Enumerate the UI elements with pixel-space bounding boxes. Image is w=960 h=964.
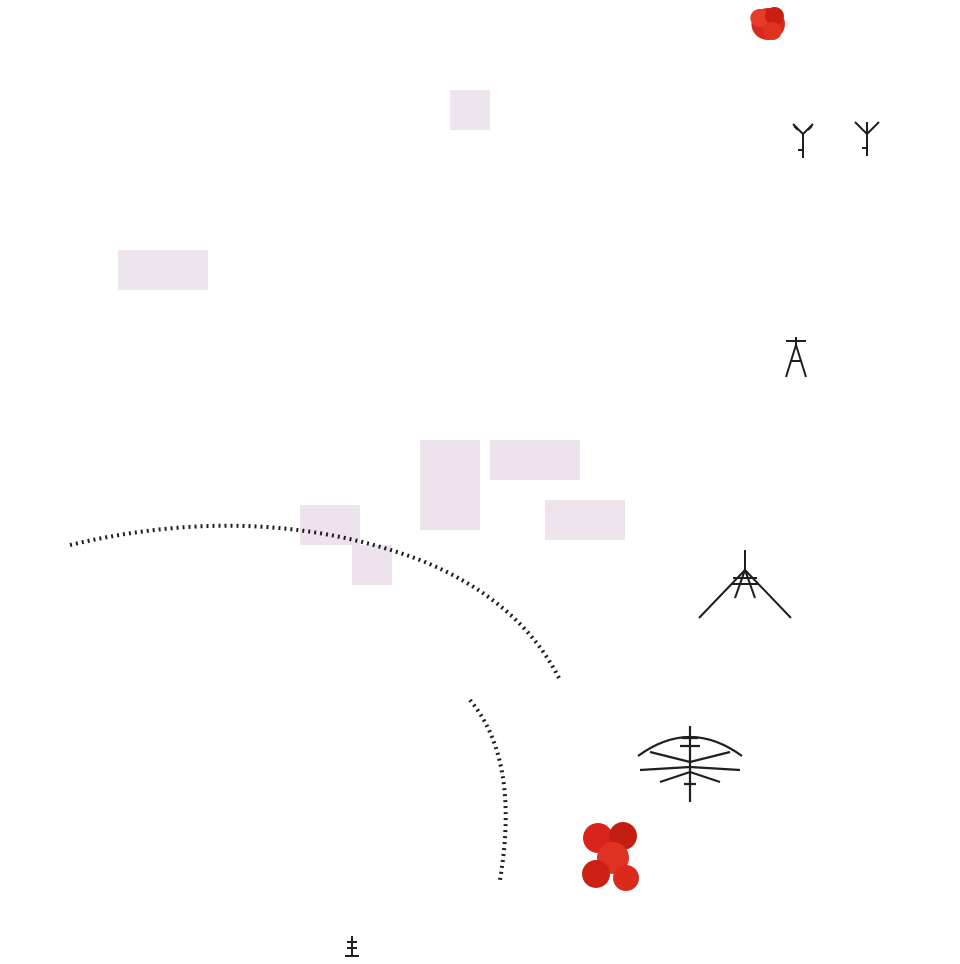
- legend-symbol-2: [782, 335, 810, 383]
- lower-arc: [470, 700, 506, 880]
- legend-symbol-3: [695, 548, 795, 620]
- legend-symbol-1b: [850, 118, 884, 158]
- legend-symbol-footer: [343, 934, 361, 958]
- legend-symbol-1a: [788, 120, 818, 160]
- rose-icon: [745, 4, 791, 44]
- highlight-patches: [118, 90, 625, 585]
- legend-symbol-4: [630, 722, 750, 804]
- rose-icon: [578, 818, 650, 894]
- base-arc: [70, 526, 560, 680]
